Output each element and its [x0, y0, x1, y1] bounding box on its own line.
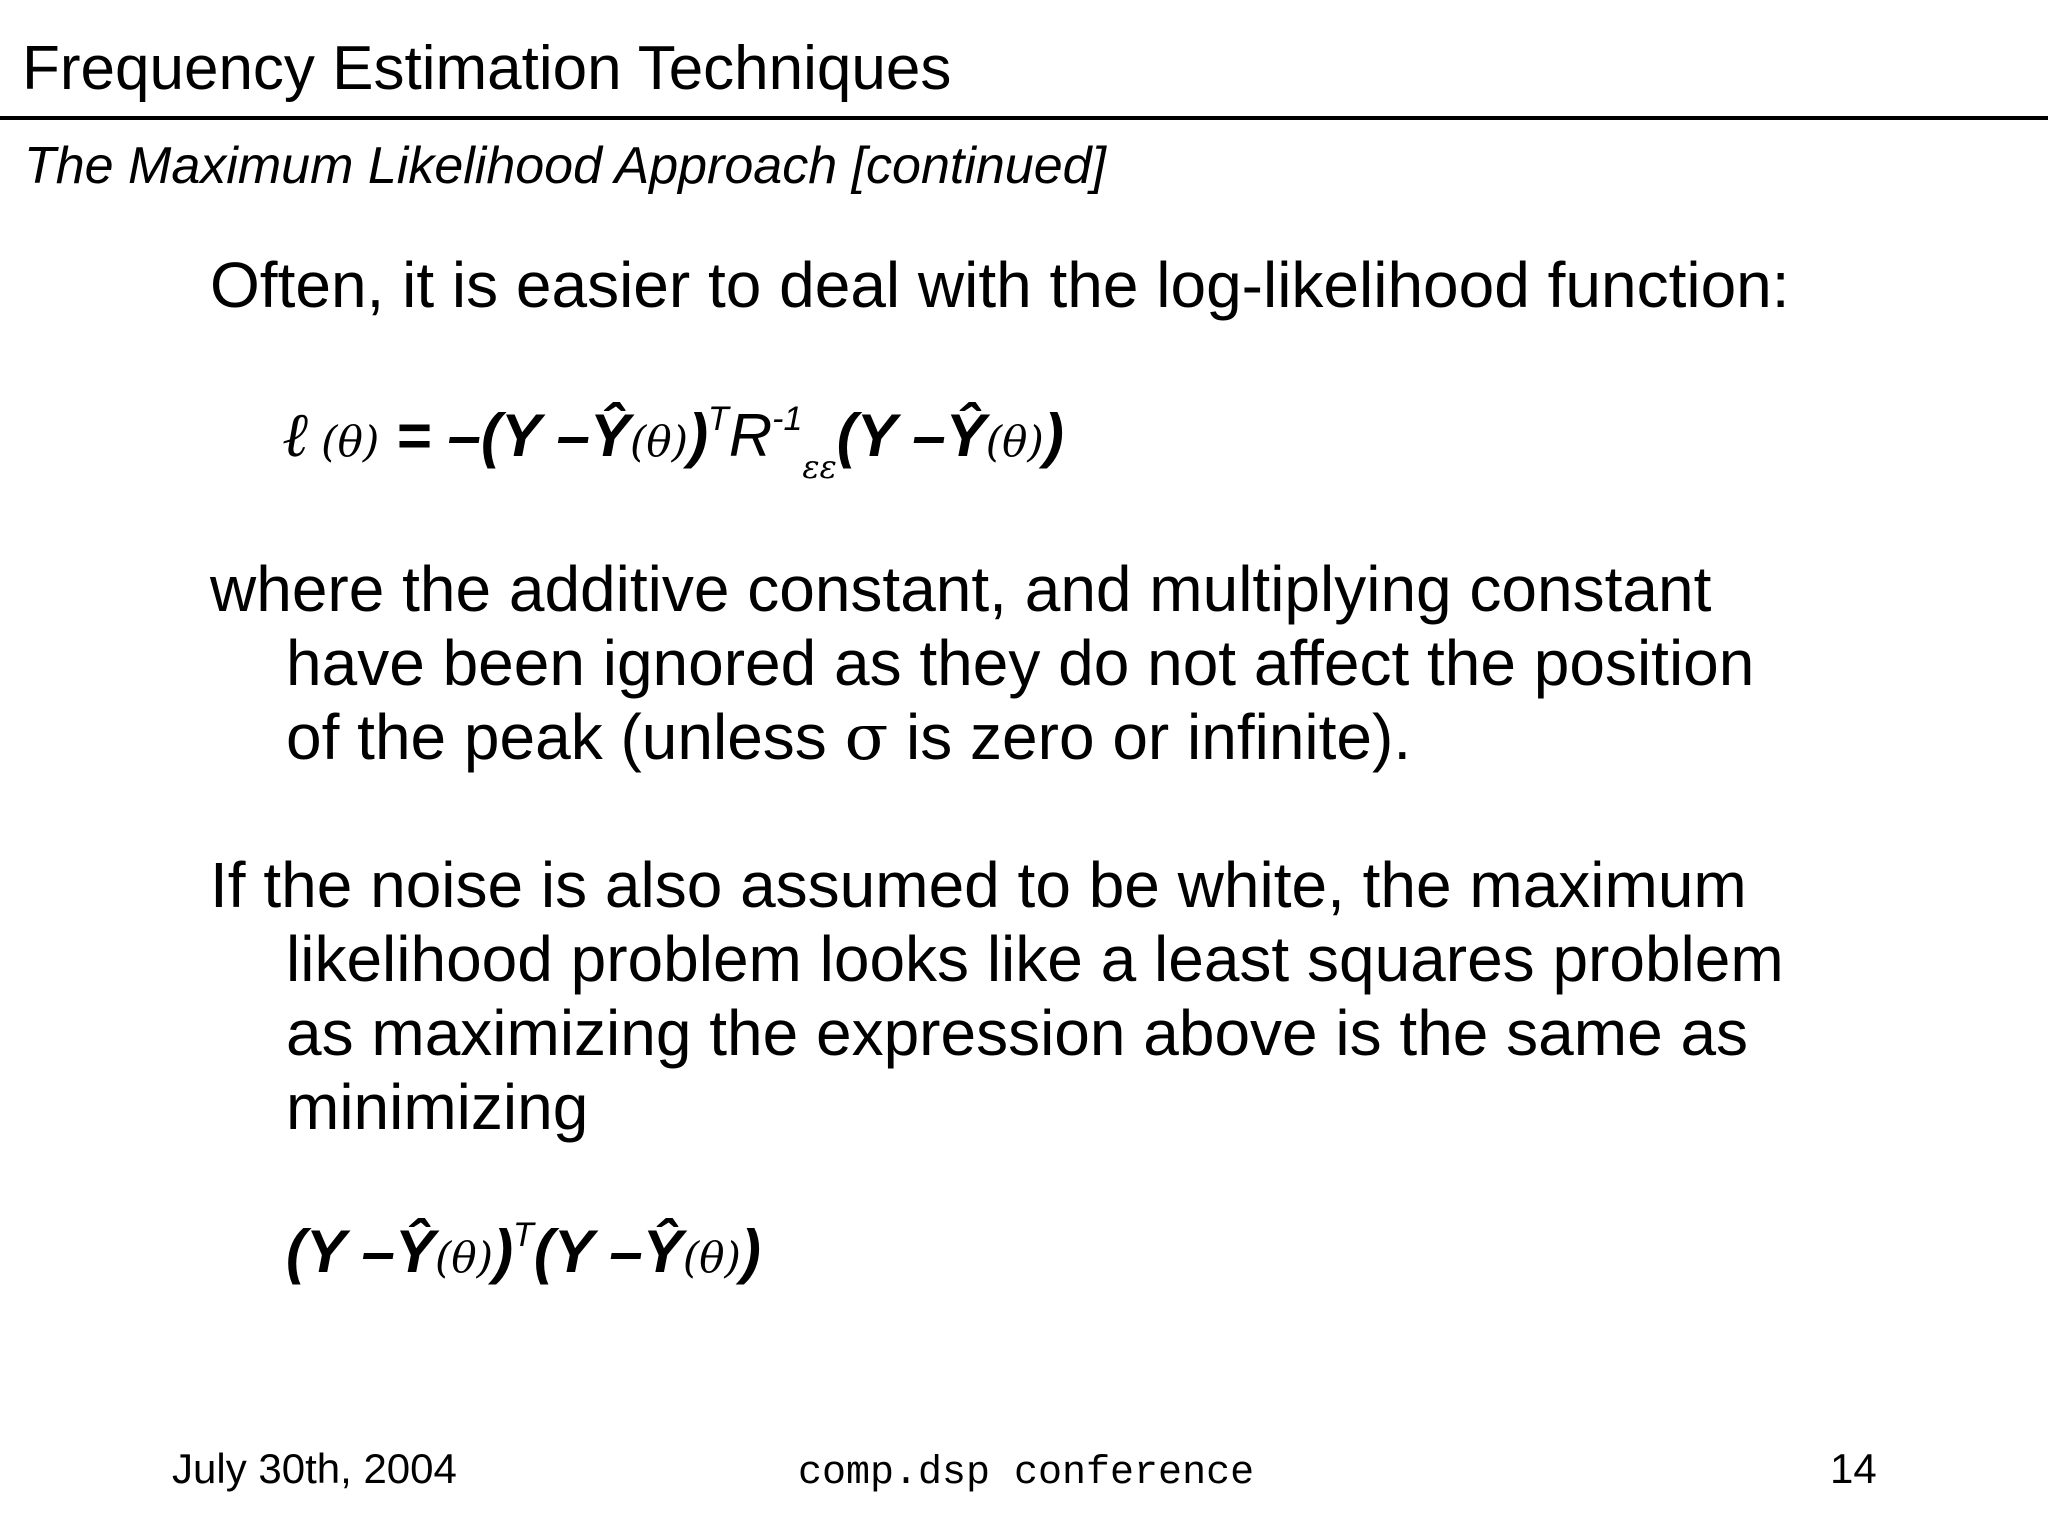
minus-sign: –	[344, 1218, 395, 1285]
paragraph-line: minimizing	[286, 1071, 589, 1143]
title-divider	[0, 116, 2048, 120]
white-noise-paragraph	[210, 848, 1784, 1144]
minus-sign: –	[539, 402, 590, 469]
line-text: is zero or infinite).	[888, 701, 1412, 773]
theta-argument: (θ)	[435, 1233, 494, 1282]
theta-argument: (θ)	[307, 417, 380, 466]
r-matrix: R	[728, 402, 773, 469]
y-vector: Y	[500, 402, 540, 469]
paragraph-line: If the noise is also assumed to be white, the maximum	[210, 849, 1747, 921]
constants-paragraph	[210, 552, 1754, 775]
transpose-superscript: T	[708, 400, 729, 438]
minus-sign: –	[895, 402, 946, 469]
equals-minus: = –(	[379, 402, 501, 469]
open-paren: (	[836, 402, 857, 469]
y-hat-vector: Ŷ	[945, 402, 986, 469]
theta-argument: (θ)	[682, 1233, 741, 1282]
y-hat-vector: Ŷ	[394, 1218, 435, 1285]
y-vector: Y	[856, 402, 896, 469]
theta-argument: (θ)	[630, 417, 689, 466]
y-vector: Y	[553, 1218, 593, 1285]
close-paren: )	[1043, 402, 1064, 469]
paragraph-line: likelihood problem looks like a least squares problem	[286, 923, 1784, 995]
paragraph-line	[210, 700, 1754, 775]
y-hat-vector: Ŷ	[642, 1218, 683, 1285]
least-squares-equation	[286, 1216, 761, 1285]
footer-date: July 30th, 2004	[172, 1445, 457, 1492]
open-paren: (	[286, 1218, 306, 1285]
paragraph-line: where the additive constant, and multiplying constant	[210, 553, 1712, 625]
y-vector: Y	[305, 1218, 345, 1285]
epsilon-subscript: εε	[802, 448, 837, 486]
transpose-superscript: T	[513, 1216, 534, 1254]
paragraph-line: have been ignored as they do not affect the position	[286, 627, 1755, 699]
theta-argument: (θ)	[985, 417, 1044, 466]
slide-subtitle: The Maximum Likelihood Approach [continued]	[24, 137, 1106, 195]
minus-sign: –	[592, 1218, 643, 1285]
ell-symbol: ℓ	[282, 398, 308, 471]
inverse-superscript: -1	[772, 400, 803, 438]
intro-text: Often, it is easier to deal with the log-likelihood function:	[210, 249, 1790, 321]
log-likelihood-equation	[282, 398, 1064, 486]
slide-title: Frequency Estimation Techniques	[22, 34, 952, 103]
close-paren: )	[493, 1218, 514, 1285]
paragraph-line: as maximizing the expression above is the same as	[286, 997, 1749, 1069]
close-paren: )	[688, 402, 709, 469]
y-hat-vector: Ŷ	[589, 402, 630, 469]
close-paren: )	[740, 1218, 761, 1285]
page-number: 14	[1830, 1445, 1877, 1492]
intro-paragraph	[210, 248, 1790, 322]
open-paren: (	[533, 1218, 554, 1285]
sigma-symbol: σ	[844, 701, 889, 775]
footer-conference: comp.dsp conference	[798, 1451, 1255, 1496]
line-text: of the peak (unless	[286, 701, 845, 773]
